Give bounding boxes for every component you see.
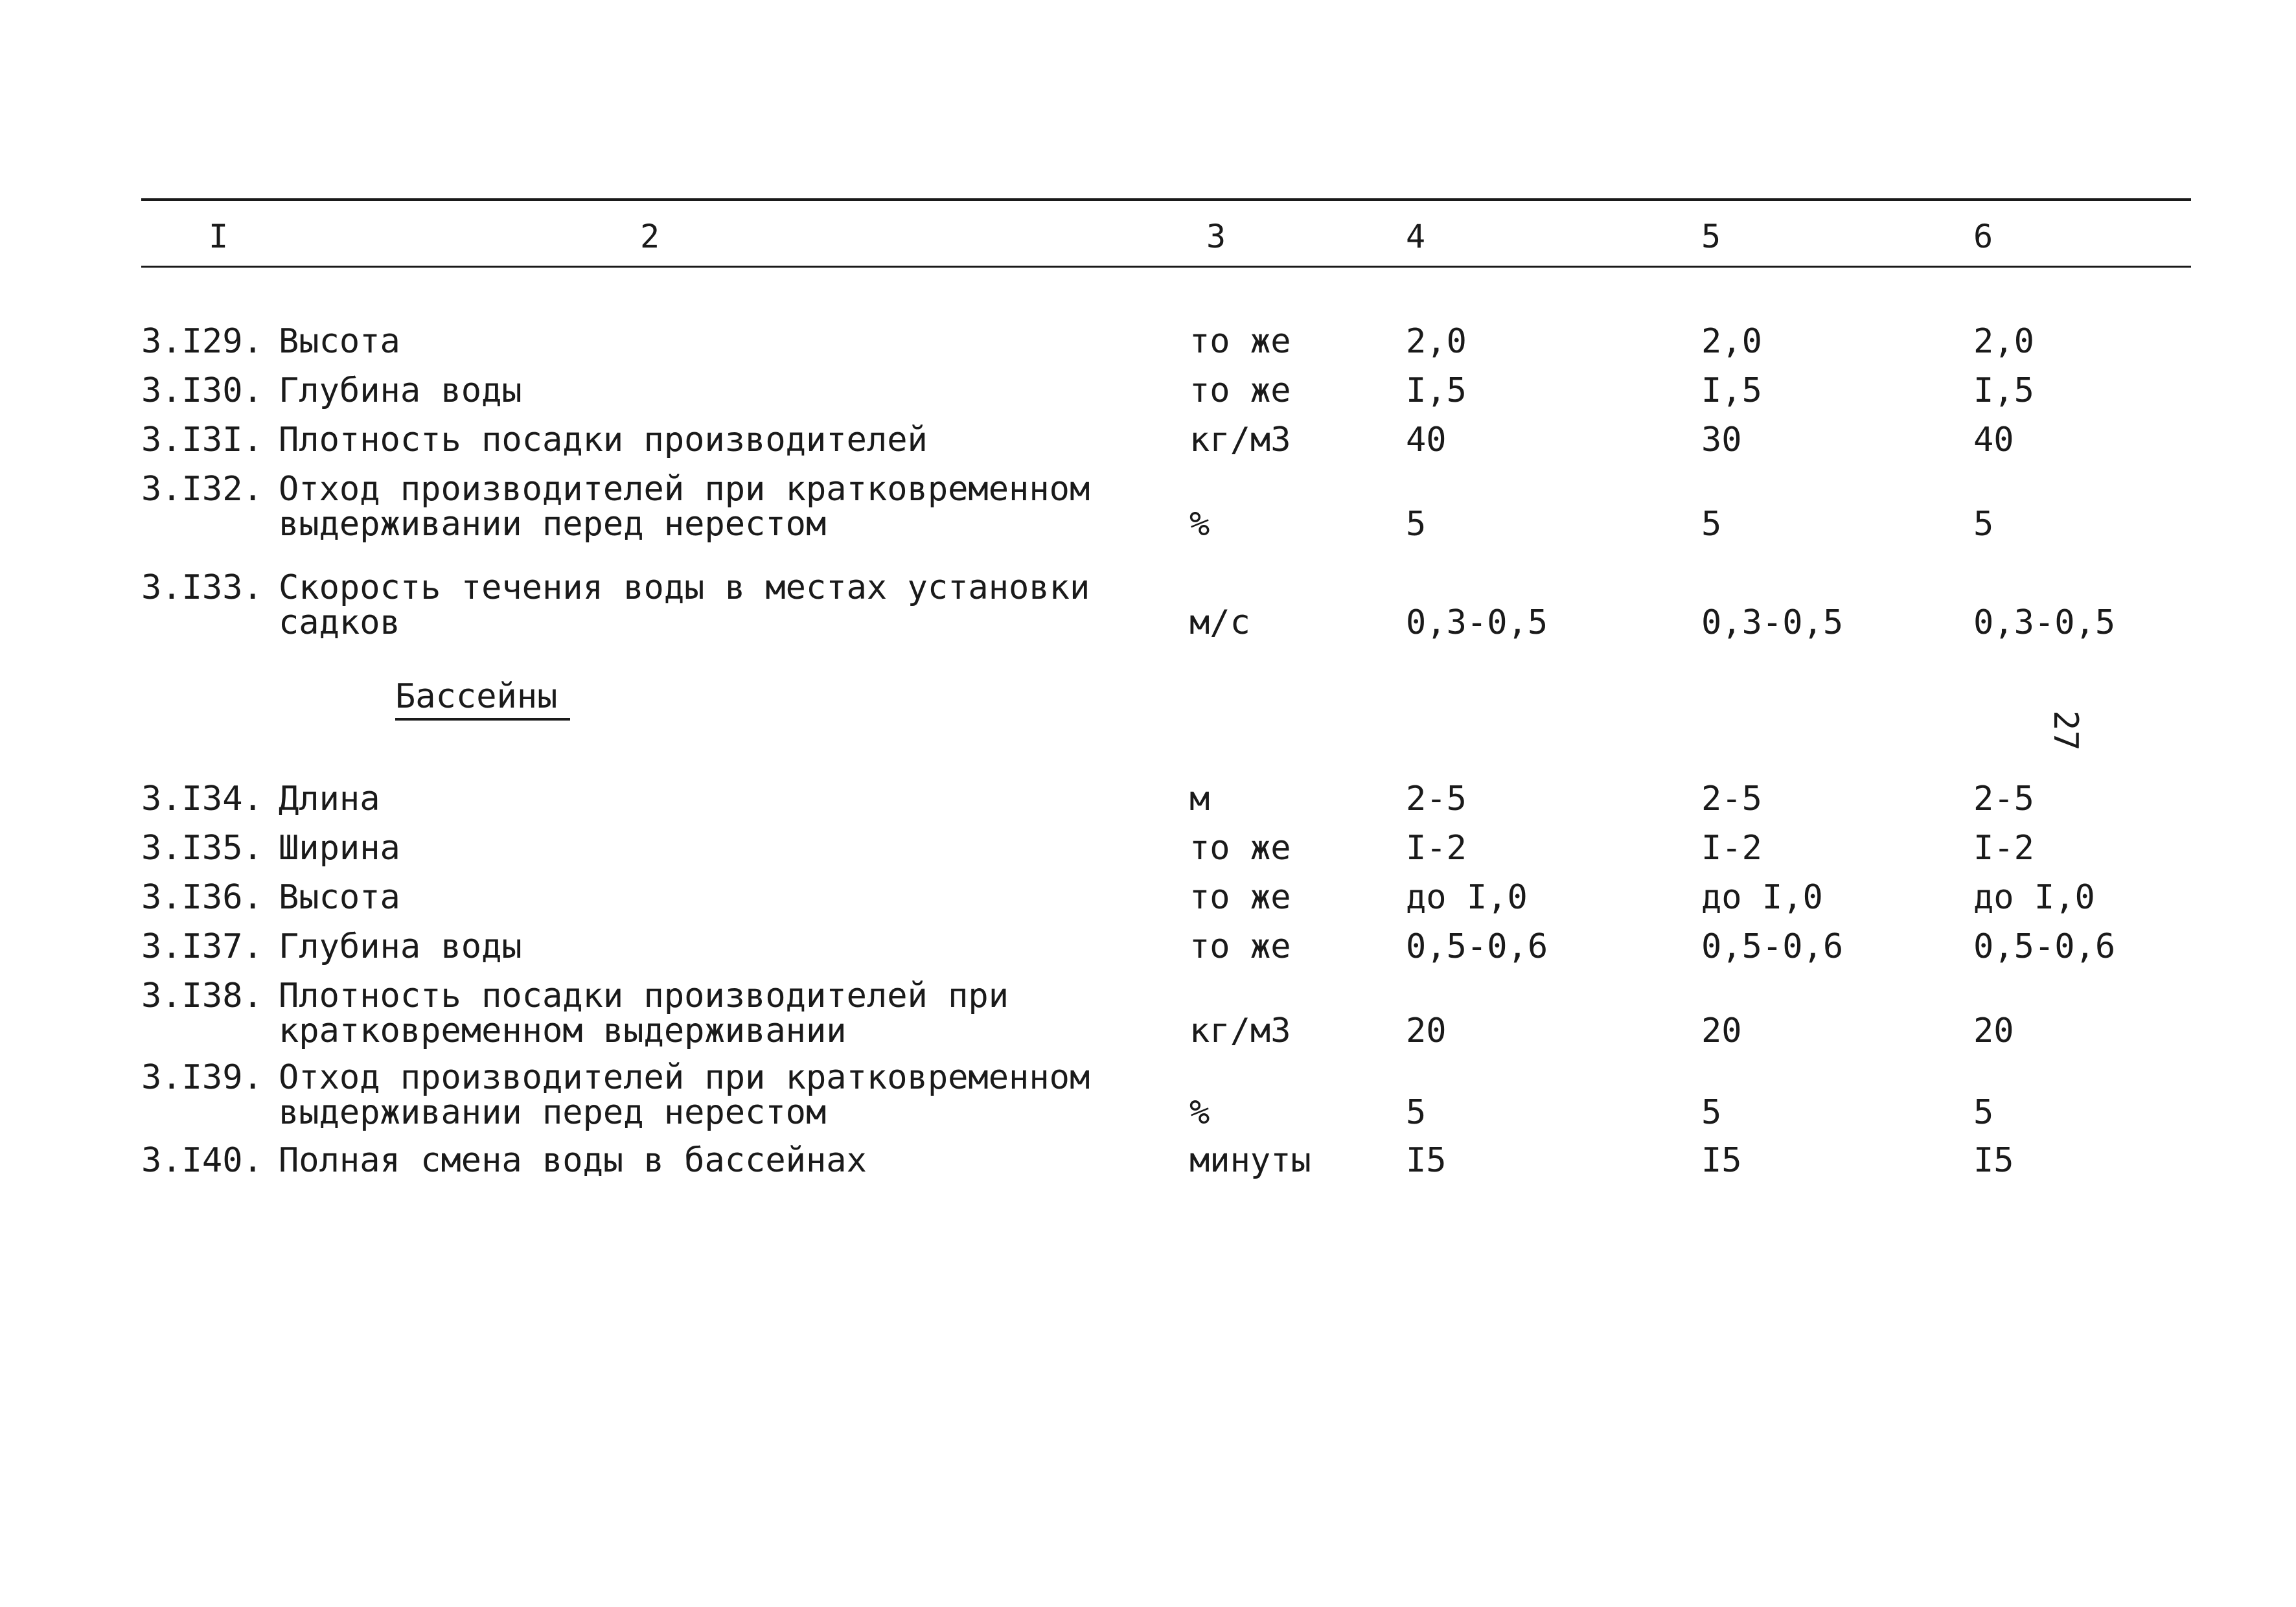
- row-description: Плотность посадки производителей при кратковременном выдерживании: [279, 977, 1009, 1050]
- table-header-rule: [141, 266, 2191, 268]
- header-col-1: I: [209, 218, 229, 255]
- row-number: 3.I29.: [141, 322, 263, 361]
- row-value-col4: 0,5-0,6: [1406, 927, 1548, 966]
- row-value-col5: 5: [1701, 1093, 1722, 1132]
- section-title: Бассейны: [395, 679, 570, 721]
- row-value-col6: I5: [1973, 1141, 2014, 1180]
- row-number: 3.I38.: [141, 977, 263, 1015]
- row-description: Скорость течения воды в местах установки садков: [279, 568, 1090, 642]
- row-value-col4: 2,0: [1406, 322, 1467, 361]
- row-unit: м: [1189, 780, 1210, 818]
- table-row: [0, 878, 2296, 917]
- row-number: 3.I36.: [141, 878, 263, 917]
- table-row: [0, 780, 2296, 818]
- row-description: Полная смена воды в бассейнах: [279, 1141, 867, 1180]
- row-value-col5: 2-5: [1701, 780, 1762, 818]
- row-unit: то же: [1189, 927, 1291, 966]
- header-col-6: 6: [1973, 218, 1993, 255]
- row-value-col6: 0,5-0,6: [1973, 927, 2116, 966]
- row-unit: то же: [1189, 878, 1291, 917]
- row-description: Отход производителей при кратковременном выдерживании перед нерестом: [279, 470, 1090, 544]
- row-value-col6: 2-5: [1973, 780, 2034, 818]
- row-unit: минуты: [1189, 1141, 1311, 1180]
- row-value-col5: 20: [1701, 1012, 1742, 1050]
- row-value-col4: 2-5: [1406, 780, 1467, 818]
- row-unit: кг/м3: [1189, 421, 1291, 459]
- row-unit: кг/м3: [1189, 1012, 1291, 1050]
- row-value-col6: I-2: [1973, 829, 2034, 868]
- row-value-col4: I-2: [1406, 829, 1467, 868]
- row-unit: то же: [1189, 371, 1291, 410]
- row-number: 3.I40.: [141, 1141, 263, 1180]
- row-value-col4: до I,0: [1406, 878, 1528, 917]
- row-value-col5: 2,0: [1701, 322, 1762, 361]
- row-value-col5: 0,5-0,6: [1701, 927, 1844, 966]
- row-value-col5: до I,0: [1701, 878, 1823, 917]
- row-description: Глубина воды: [279, 371, 522, 410]
- table-row: [0, 977, 2296, 1050]
- row-unit: %: [1189, 505, 1210, 544]
- table-row: [0, 1141, 2296, 1180]
- row-number: 3.I3I.: [141, 421, 263, 459]
- header-col-5: 5: [1701, 218, 1721, 255]
- row-number: 3.I37.: [141, 927, 263, 966]
- table-row: [0, 322, 2296, 361]
- row-unit: м/с: [1189, 603, 1250, 642]
- row-value-col5: 30: [1701, 421, 1742, 459]
- row-unit: то же: [1189, 829, 1291, 868]
- row-number: 3.I35.: [141, 829, 263, 868]
- row-value-col6: 40: [1973, 421, 2014, 459]
- row-value-col5: 0,3-0,5: [1701, 603, 1844, 642]
- page-number: 27: [2046, 710, 2085, 751]
- table-row: [0, 371, 2296, 410]
- header-col-4: 4: [1406, 218, 1426, 255]
- row-value-col4: 5: [1406, 505, 1427, 544]
- table-row: [0, 927, 2296, 966]
- row-value-col5: I5: [1701, 1141, 1742, 1180]
- table-row: [0, 1058, 2296, 1132]
- row-description: Плотность посадки производителей: [279, 421, 928, 459]
- table-row: [0, 421, 2296, 459]
- row-number: 3.I34.: [141, 780, 263, 818]
- row-value-col6: I,5: [1973, 371, 2034, 410]
- header-col-3: 3: [1206, 218, 1226, 255]
- row-value-col4: 0,3-0,5: [1406, 603, 1548, 642]
- row-value-col6: 5: [1973, 1093, 1994, 1132]
- row-unit: %: [1189, 1093, 1210, 1132]
- table-top-rule: [141, 198, 2191, 201]
- row-value-col4: 40: [1406, 421, 1447, 459]
- row-value-col5: I-2: [1701, 829, 1762, 868]
- row-description: Ширина: [279, 829, 400, 868]
- header-col-2: 2: [640, 218, 660, 255]
- row-description: Глубина воды: [279, 927, 522, 966]
- row-value-col4: I5: [1406, 1141, 1447, 1180]
- row-value-col6: до I,0: [1973, 878, 2095, 917]
- row-value-col4: 20: [1406, 1012, 1447, 1050]
- row-description: Длина: [279, 780, 380, 818]
- row-number: 3.I30.: [141, 371, 263, 410]
- row-value-col4: I,5: [1406, 371, 1467, 410]
- row-value-col6: 0,3-0,5: [1973, 603, 2116, 642]
- row-number: 3.I33.: [141, 568, 263, 607]
- row-value-col6: 2,0: [1973, 322, 2034, 361]
- row-value-col5: 5: [1701, 505, 1722, 544]
- row-description: Высота: [279, 878, 400, 917]
- row-value-col4: 5: [1406, 1093, 1427, 1132]
- row-description: Высота: [279, 322, 400, 361]
- row-value-col5: I,5: [1701, 371, 1762, 410]
- row-value-col6: 20: [1973, 1012, 2014, 1050]
- row-description: Отход производителей при кратковременном выдерживании перед нерестом: [279, 1058, 1090, 1132]
- row-number: 3.I39.: [141, 1058, 263, 1097]
- row-number: 3.I32.: [141, 470, 263, 509]
- row-unit: то же: [1189, 322, 1291, 361]
- table-row: [0, 568, 2296, 642]
- row-value-col6: 5: [1973, 505, 1994, 544]
